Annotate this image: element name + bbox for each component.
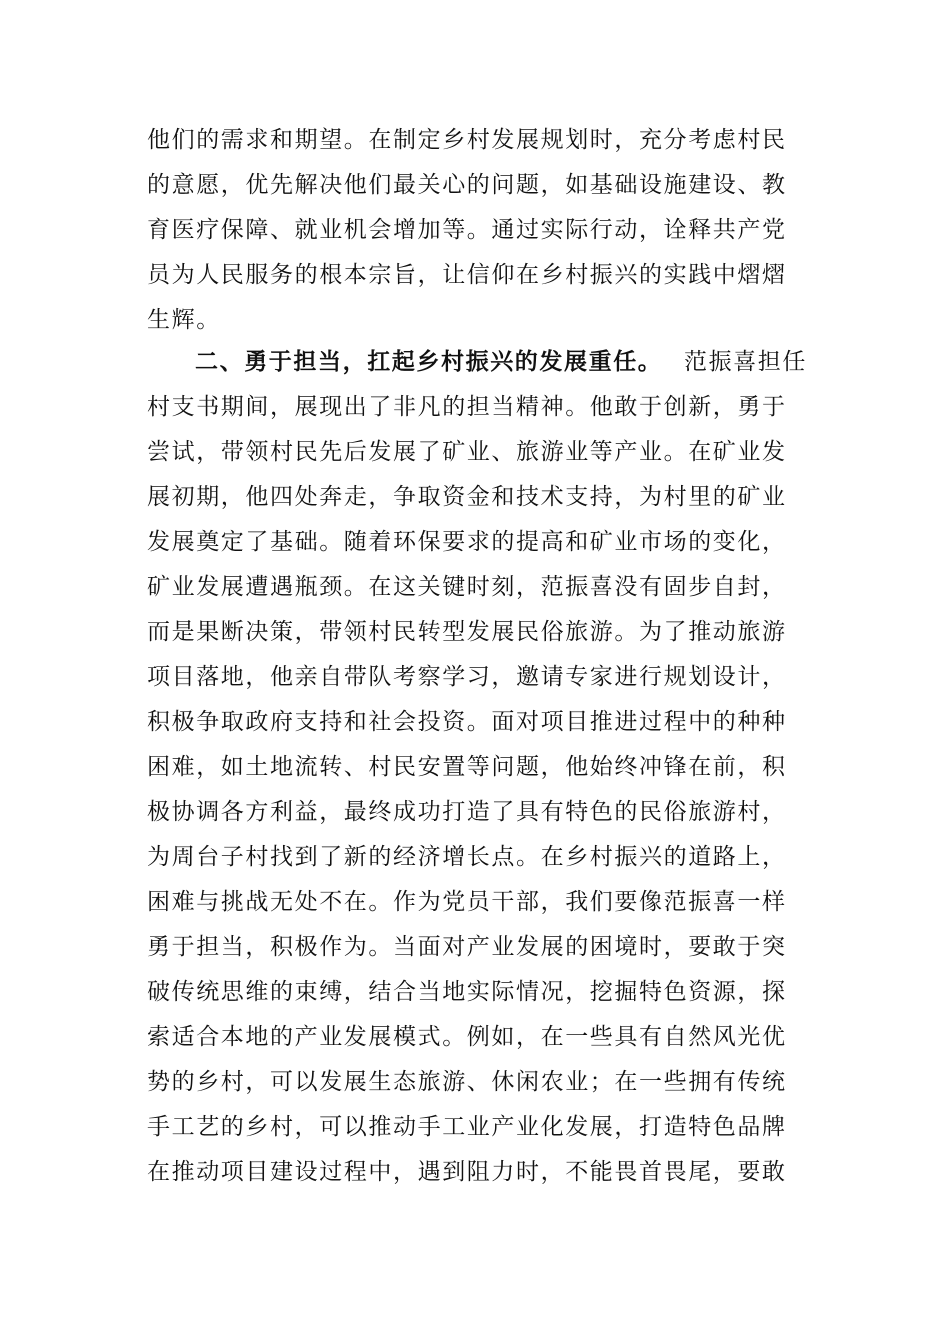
text-line: 发展奠定了基础。随着环保要求的提高和矿业市场的变化，: [147, 529, 787, 555]
text-line: 极协调各方利益，最终成功打造了具有特色的民俗旅游村，: [147, 799, 787, 825]
section-heading-line: [147, 340, 807, 385]
text-line: 村支书期间，展现出了非凡的担当精神。他敢于创新，勇于: [147, 394, 787, 420]
text-line: 在推动项目建设过程中，遇到阻力时，不能畏首畏尾，要敢: [147, 1159, 787, 1185]
text-line: 项目落地，他亲自带队考察学习，邀请专家进行规划设计，: [147, 664, 787, 690]
text-line: 手工艺的乡村，可以推动手工业产业化发展，打造特色品牌: [147, 1114, 787, 1140]
text-line: 积极争取政府支持和社会投资。面对项目推进过程中的种种: [147, 709, 787, 735]
text-line: 而是果断决策，带领村民转型发展民俗旅游。为了推动旅游: [147, 619, 787, 645]
text-line: 勇于担当，积极作为。当面对产业发展的困境时，要敢于突: [147, 934, 787, 960]
text-line: 困难，如土地流转、村民安置等问题，他始终冲锋在前，积: [147, 754, 787, 780]
text-line: 生辉。: [147, 307, 221, 333]
text-line: 育医疗保障、就业机会增加等。通过实际行动，诠释共产党: [147, 217, 787, 243]
text-line: 为周台子村找到了新的经济增长点。在乡村振兴的道路上，: [147, 844, 787, 870]
text-line: 索适合本地的产业发展模式。例如，在一些具有自然风光优: [147, 1024, 787, 1050]
heading-line-rest: 范振喜担任: [684, 349, 807, 375]
text-line: 矿业发展遭遇瓶颈。在这关键时刻，范振喜没有固步自封，: [147, 574, 787, 600]
text-line: 展初期，他四处奔走，争取资金和技术支持，为村里的矿业: [147, 484, 787, 510]
text-line: 破传统思维的束缚，结合当地实际情况，挖掘特色资源，探: [147, 979, 787, 1005]
text-line: 的意愿，优先解决他们最关心的问题，如基础设施建设、教: [147, 172, 787, 198]
text-line: 困难与挑战无处不在。作为党员干部，我们要像范振喜一样: [147, 889, 787, 915]
text-line: 势的乡村，可以发展生态旅游、休闲农业；在一些拥有传统: [147, 1069, 787, 1095]
text-line: 尝试，带领村民先后发展了矿业、旅游业等产业。在矿业发: [147, 439, 787, 465]
text-line: 他们的需求和期望。在制定乡村发展规划时，充分考虑村民: [147, 127, 787, 153]
paragraph-continuation: [147, 118, 807, 343]
text-line: 员为人民服务的根本宗旨，让信仰在乡村振兴的实践中熠熠: [147, 262, 787, 288]
paragraph-section-two: [147, 340, 807, 1195]
section-heading: 二、勇于担当，扛起乡村振兴的发展重任。: [195, 349, 663, 375]
